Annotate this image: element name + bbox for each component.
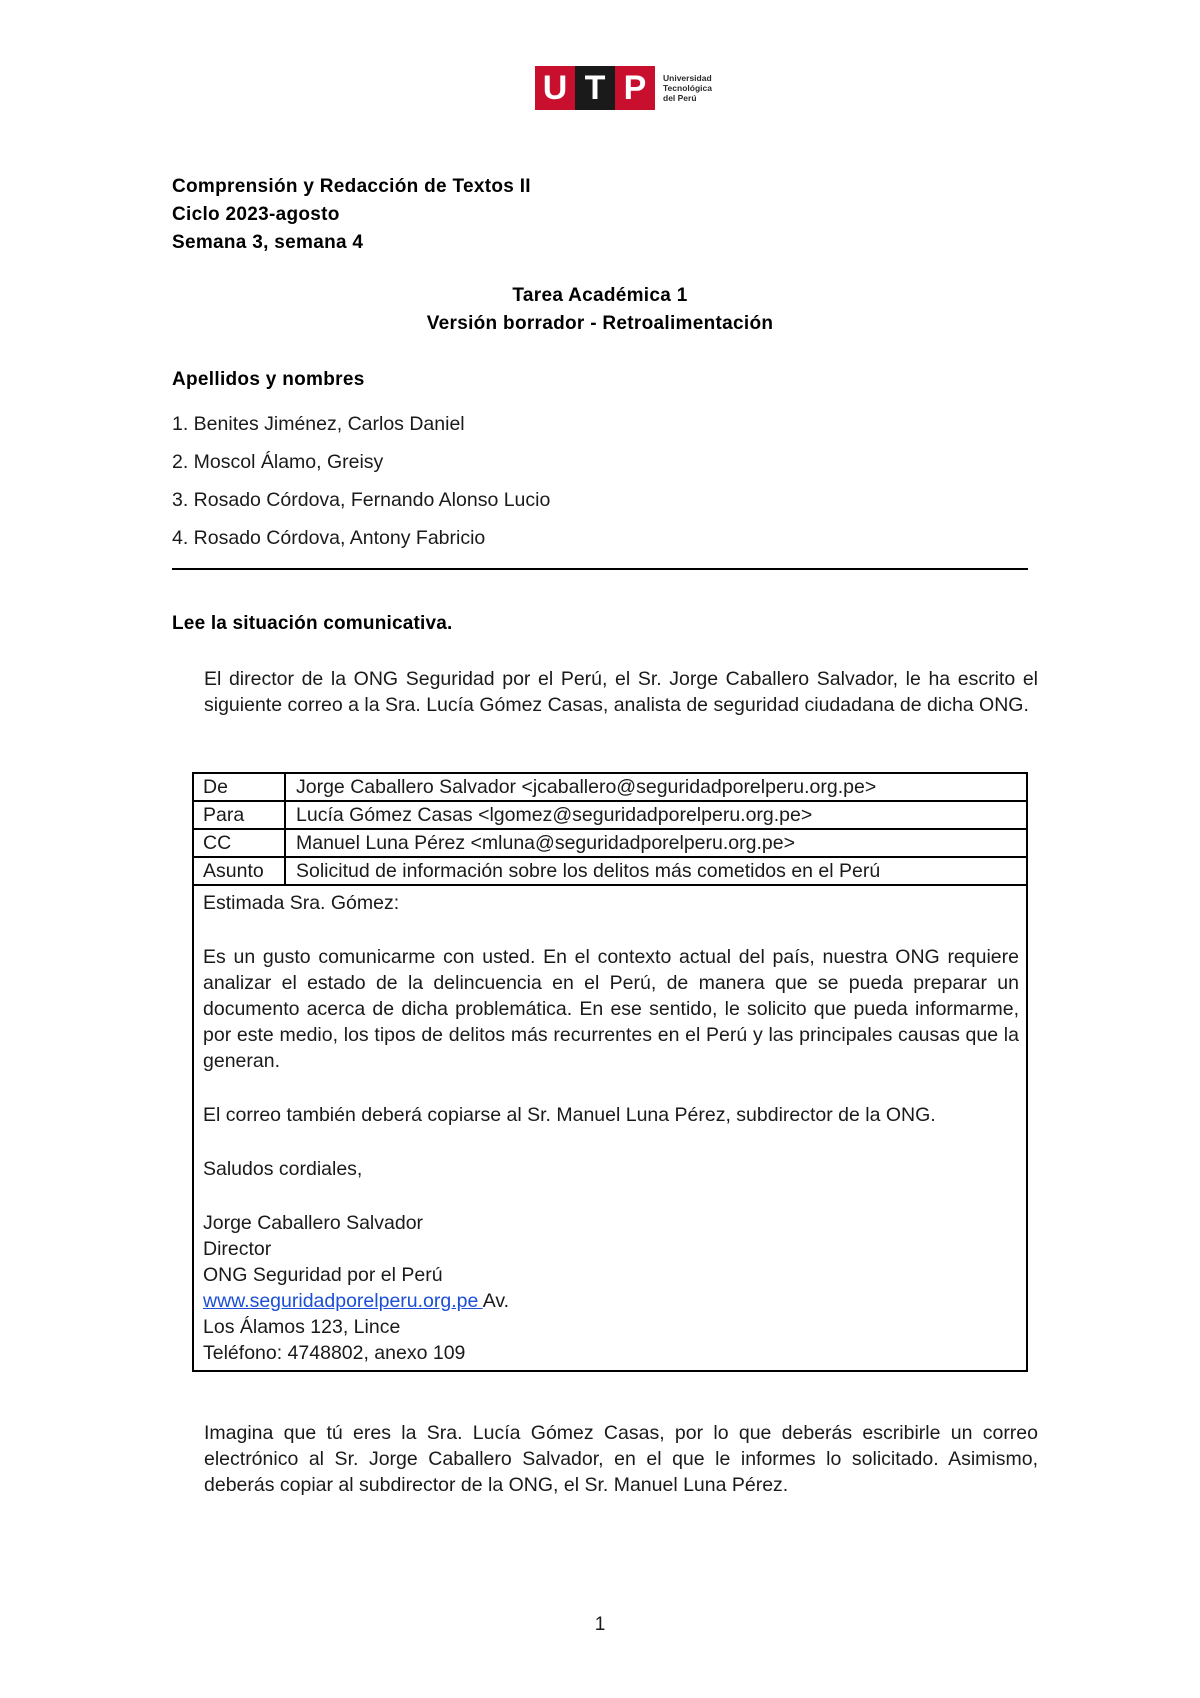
logo-text-line-1: Universidad bbox=[663, 73, 712, 83]
page-number: 1 bbox=[594, 1614, 606, 1635]
signature-website-line bbox=[203, 1288, 1019, 1314]
assignment-subtitle: Versión borrador - Retroalimentación bbox=[426, 313, 774, 334]
course-header bbox=[172, 173, 531, 257]
email-label-cc: CC bbox=[194, 830, 286, 856]
logo-text-line-3: del Perú bbox=[663, 93, 697, 103]
logo-wordmark bbox=[663, 73, 712, 103]
email-closing: Saludos cordiales, bbox=[203, 1158, 363, 1180]
separator-line bbox=[172, 568, 1028, 570]
signature-address: Los Álamos 123, Lince bbox=[203, 1316, 401, 1338]
assignment-title: Tarea Académica 1 bbox=[512, 285, 688, 306]
logo-mark bbox=[535, 66, 655, 110]
list-item: 3. Rosado Córdova, Fernando Alonso Lucio bbox=[172, 489, 551, 511]
course-name: Comprensión y Redacción de Textos II bbox=[172, 176, 531, 197]
email-label-to: Para bbox=[194, 802, 286, 828]
list-item: 4. Rosado Córdova, Antony Fabricio bbox=[172, 527, 486, 549]
utp-logo bbox=[535, 66, 712, 110]
intro-paragraph: El director de la ONG Seguridad por el Perú, el Sr. Jorge Caballero Salvador, le ha escrito el siguiente correo a la Sra. Lucía Gómez Casas, analista de seguridad ciudadana de dicha ONG. bbox=[204, 668, 1038, 716]
list-item: 2. Moscol Álamo, Greisy bbox=[172, 451, 384, 473]
email-label-from: De bbox=[194, 774, 286, 800]
email-greeting: Estimada Sra. Gómez: bbox=[203, 892, 400, 914]
address-start: Av. bbox=[482, 1290, 510, 1312]
email-value-to: Lucía Gómez Casas <lgomez@seguridadporelperu.org.pe> bbox=[296, 803, 813, 826]
email-table bbox=[192, 772, 1028, 1372]
course-weeks: Semana 3, semana 4 bbox=[172, 232, 364, 253]
email-body bbox=[194, 886, 1026, 1370]
email-row-cc bbox=[194, 830, 1026, 858]
logo-text-line-2: Tecnológica bbox=[663, 83, 712, 93]
logo-letter-t: T bbox=[575, 66, 615, 110]
list-item: 1. Benites Jiménez, Carlos Daniel bbox=[172, 413, 465, 435]
email-row-from bbox=[194, 774, 1026, 802]
final-paragraph: Imagina que tú eres la Sra. Lucía Gómez Casas, por lo que deberás escribirle un correo electrónico al Sr. Jorge Caballero Salvador, en el que le informes lo solicitado. Asimismo, deberás copiar al subdirector de la ONG, el Sr. Manuel Luna Pérez. bbox=[204, 1422, 1038, 1496]
email-row-subject bbox=[194, 858, 1026, 886]
signature-phone: Teléfono: 4748802, anexo 109 bbox=[203, 1342, 466, 1364]
students-list bbox=[172, 405, 550, 557]
email-value-from: Jorge Caballero Salvador <jcaballero@seguridadporelperu.org.pe> bbox=[296, 775, 877, 798]
email-value-cc: Manuel Luna Pérez <mluna@seguridadporelperu.org.pe> bbox=[296, 831, 795, 854]
email-value-subject: Solicitud de información sobre los delitos más cometidos en el Perú bbox=[296, 859, 881, 882]
signature-name: Jorge Caballero Salvador bbox=[203, 1212, 424, 1234]
website-link[interactable]: www.seguridadporelperu.org.pe bbox=[203, 1290, 483, 1312]
email-row-to bbox=[194, 802, 1026, 830]
logo-letter-p: P bbox=[623, 68, 647, 107]
logo-letter-u: U bbox=[542, 68, 568, 107]
signature-org: ONG Seguridad por el Perú bbox=[203, 1264, 443, 1286]
email-label-subject: Asunto bbox=[194, 858, 286, 884]
signature-role: Director bbox=[203, 1238, 272, 1260]
course-cycle: Ciclo 2023-agosto bbox=[172, 204, 340, 225]
instructions-heading: Lee la situación comunicativa. bbox=[172, 613, 453, 634]
email-paragraph-2: El correo también deberá copiarse al Sr. Manuel Luna Pérez, subdirector de la ONG. bbox=[203, 1104, 936, 1126]
students-heading: Apellidos y nombres bbox=[172, 369, 365, 390]
email-signature bbox=[203, 1210, 1019, 1366]
email-paragraph-1: Es un gusto comunicarme con usted. En el contexto actual del país, nuestra ONG requiere analizar el estado de la delincuencia en el Perú, de manera que se pueda preparar un documento acerca de dicha problemática. En ese sentido, le solicito que pueda informarme, por este medio, los tipos de delitos más recurrentes en el Perú y las principales causas que la generan. bbox=[203, 946, 1019, 1072]
